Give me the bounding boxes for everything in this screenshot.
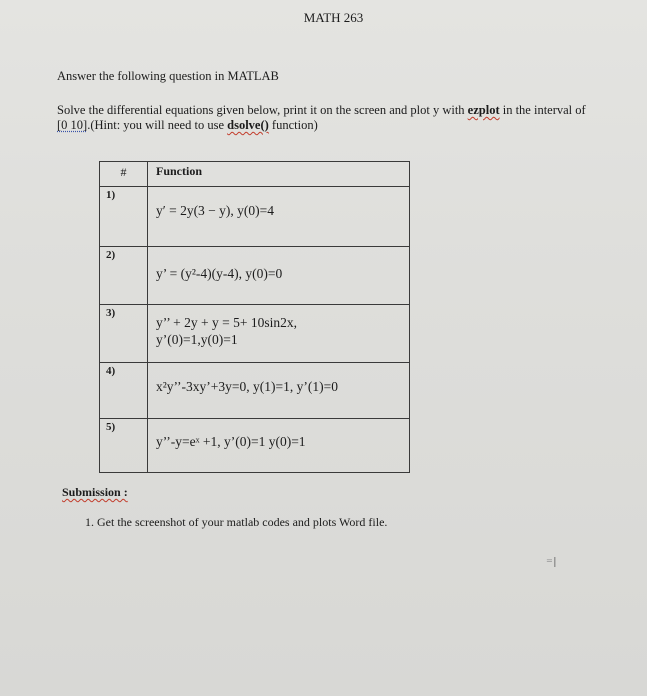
interval-text: [0 10] bbox=[57, 118, 88, 132]
table-row bbox=[100, 186, 409, 246]
column-header-number: # bbox=[100, 162, 148, 186]
row-number: 4) bbox=[100, 362, 148, 418]
question-text bbox=[57, 103, 627, 133]
text-cursor-icon: ⁼I bbox=[546, 556, 557, 571]
dsolve-command: dsolve() bbox=[227, 118, 269, 132]
course-header bbox=[0, 10, 647, 26]
column-header-function: Function bbox=[156, 164, 203, 178]
equations-table bbox=[99, 161, 410, 473]
question-line1-start: Solve the differential equations given below, print it on the screen and plot y with bbox=[57, 103, 468, 117]
table-row bbox=[100, 304, 409, 362]
row-function: y’ = (y²-4)(y-4), y(0)=0 bbox=[156, 266, 283, 281]
row-function-line1: y’’ + 2y + y = 5+ 10sin2x, bbox=[156, 315, 297, 330]
ezplot-command: ezplot bbox=[467, 103, 500, 117]
row-function: y’’-y=eˣ +1, y’(0)=1 y(0)=1 bbox=[156, 434, 306, 449]
row-function: y′ = 2y(3 − y), y(0)=4 bbox=[156, 203, 275, 218]
table-header-row bbox=[100, 162, 409, 186]
question-line1-end: in the interval of bbox=[499, 103, 586, 117]
row-function: x²y’’-3xy’+3y=0, y(1)=1, y’(1)=0 bbox=[156, 379, 338, 394]
row-number: 1) bbox=[100, 186, 148, 246]
row-number: 5) bbox=[100, 418, 148, 472]
table-row bbox=[100, 246, 409, 304]
submission-heading: Submission : bbox=[62, 485, 128, 499]
table-row bbox=[100, 418, 409, 472]
question-line2-mid: .(Hint: you will need to use bbox=[87, 118, 228, 132]
row-number: 2) bbox=[100, 246, 148, 304]
row-function-line2: y’(0)=1,y(0)=1 bbox=[156, 332, 238, 347]
course-title: MATH 263 bbox=[303, 10, 364, 25]
table-row bbox=[100, 362, 409, 418]
question-line2-end: function) bbox=[268, 118, 318, 132]
row-function bbox=[148, 304, 409, 362]
row-number: 3) bbox=[100, 304, 148, 362]
submission-item: 1. Get the screenshot of your matlab codes and plots Word file. bbox=[85, 515, 388, 529]
instruction-text: Answer the following question in MATLAB bbox=[57, 69, 279, 83]
